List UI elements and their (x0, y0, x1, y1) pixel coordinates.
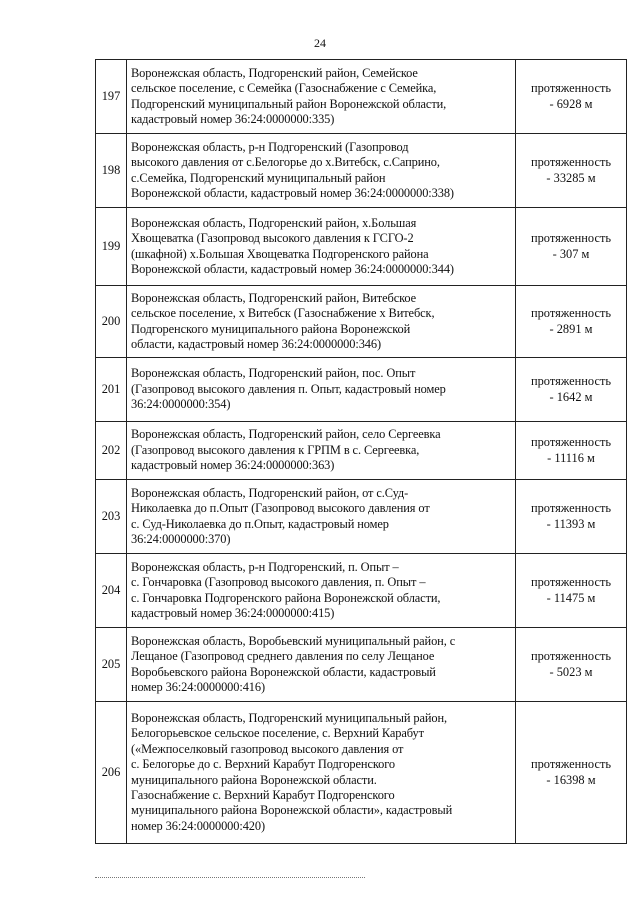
length-value: - 1642 м (549, 389, 593, 404)
table-row (96, 702, 627, 844)
description-line: Воронежская область, р-н Подгоренский (Газопровод (131, 139, 409, 154)
length-value: - 16398 м (546, 772, 596, 787)
description-line: Воронежской области, кадастровый номер 36:24:0000000:344) (131, 261, 454, 276)
description-line: Воронежская область, Подгоренский район, х.Большая (131, 215, 417, 230)
description-line: 36:24:0000000:370) (131, 531, 231, 546)
description-line: с. Гончаровка Подгоренского района Воронежской области, (131, 590, 441, 605)
length-value: - 2891 м (549, 321, 593, 336)
description-line: («Межпоселковый газопровод высокого давления от (131, 741, 404, 756)
description-line: 36:24:0000000:354) (131, 397, 231, 412)
description-line: кадастровый номер 36:24:0000000:335) (131, 111, 335, 126)
description-line: кадастровый номер 36:24:0000000:363) (131, 458, 335, 473)
row-description (127, 628, 516, 702)
description-line: Хвощеватка (Газопровод высокого давления к ГСГО-2 (131, 231, 414, 246)
description-line: с.Семейка, Подгоренский муниципальный район (131, 170, 386, 185)
description-line: Подгоренского муниципального района Воронежской (131, 321, 411, 336)
length-value: - 11475 м (546, 590, 596, 605)
description-line: Подгоренский муниципальный район Воронежской области, (131, 96, 447, 111)
page-number: 24 (314, 36, 326, 50)
row-number: 203 (96, 480, 127, 554)
table-row (96, 208, 627, 286)
row-number: 206 (96, 702, 127, 844)
row-length (516, 422, 627, 480)
description-line: (шкафной) х.Большая Хвощеватка Подгоренского района (131, 246, 429, 261)
description-line: сельское поселение, с Семейка (Газоснабжение с Семейка, (131, 81, 437, 96)
description-line: (Газопровод высокого давления п. Опыт, кадастровый номер (131, 381, 446, 396)
length-label: протяженность (530, 155, 612, 170)
length-label: протяженность (530, 501, 612, 516)
row-description (127, 286, 516, 358)
table-row (96, 422, 627, 480)
length-value: - 307 м (552, 246, 590, 261)
row-number: 199 (96, 208, 127, 286)
length-value: - 6928 м (549, 96, 593, 111)
length-label: протяженность (530, 231, 612, 246)
description-line: номер 36:24:0000000:416) (131, 679, 266, 694)
description-line: Воронежская область, Подгоренский район, село Сергеевка (131, 427, 441, 442)
description-line: сельское поселение, х Витебск (Газоснабжение х Витебск, (131, 306, 435, 321)
description-line: с. Гончаровка (Газопровод высокого давления, п. Опыт – (131, 575, 426, 590)
description-line: Воробьевского района Воронежской области, кадастровый (131, 664, 436, 679)
description-line: Воронежская область, Воробьевский муниципальный район, с (131, 633, 456, 648)
description-line: Воронежская область, Подгоренский район, пос. Опыт (131, 366, 416, 381)
row-description (127, 480, 516, 554)
length-label: протяженность (530, 649, 612, 664)
row-length (516, 702, 627, 844)
row-number: 197 (96, 60, 127, 134)
row-description (127, 702, 516, 844)
row-length (516, 554, 627, 628)
description-line: Лещаное (Газопровод среднего давления по селу Лещаное (131, 649, 435, 664)
description-line: кадастровый номер 36:24:0000000:415) (131, 605, 335, 620)
row-length (516, 628, 627, 702)
description-line: Газоснабжение с. Верхний Карабут Подгоренского (131, 787, 395, 802)
description-line: Воронежская область, Подгоренский муниципальный район, (131, 710, 448, 725)
table-row (96, 628, 627, 702)
row-number: 202 (96, 422, 127, 480)
length-label: протяженность (530, 757, 612, 772)
row-number: 200 (96, 286, 127, 358)
row-description (127, 422, 516, 480)
row-description (127, 358, 516, 422)
description-line: Николаевка до п.Опыт (Газопровод высокого давления от (131, 501, 430, 516)
row-number: 204 (96, 554, 127, 628)
length-value: - 33285 м (546, 170, 596, 185)
row-length (516, 208, 627, 286)
row-length (516, 358, 627, 422)
row-length (516, 60, 627, 134)
length-label: протяженность (530, 435, 612, 450)
description-line: с. Суд-Николаевка до п.Опыт, кадастровый номер (131, 516, 389, 531)
table-row (96, 60, 627, 134)
row-description (127, 208, 516, 286)
description-line: области, кадастровый номер 36:24:0000000:346) (131, 336, 382, 351)
length-label: протяженность (530, 575, 612, 590)
row-number: 205 (96, 628, 127, 702)
row-length (516, 134, 627, 208)
row-description (127, 134, 516, 208)
description-line: Воронежской области, кадастровый номер 36:24:0000000:338) (131, 185, 454, 200)
table-row (96, 358, 627, 422)
length-value: - 5023 м (549, 664, 593, 679)
length-label: протяженность (530, 306, 612, 321)
footer-rule (95, 877, 365, 878)
description-line: Воронежская область, Подгоренский район, от с.Суд- (131, 485, 409, 500)
row-description (127, 554, 516, 628)
description-line: (Газопровод высокого давления к ГРПМ в с. Сергеевка, (131, 442, 420, 457)
description-line: Белогорьевское сельское поселение, с. Верхний Карабут (131, 726, 424, 741)
row-description (127, 60, 516, 134)
length-value: - 11393 м (546, 516, 596, 531)
description-line: Воронежская область, Подгоренский район, Семейское (131, 65, 418, 80)
description-line: Воронежская область, р-н Подгоренский, п. Опыт – (131, 559, 399, 574)
length-label: протяженность (530, 81, 612, 96)
registry-table (95, 59, 627, 844)
description-line: с. Белогорье до с. Верхний Карабут Подгоренского (131, 757, 396, 772)
table-row (96, 554, 627, 628)
row-number: 201 (96, 358, 127, 422)
description-line: муниципального района Воронежской области. (131, 772, 377, 787)
registry-table-body (96, 60, 627, 844)
description-line: высокого давления от с.Белогорье до х.Витебск, с.Саприно, (131, 155, 440, 170)
length-value: - 11116 м (547, 450, 595, 465)
table-row (96, 134, 627, 208)
length-label: протяженность (530, 374, 612, 389)
row-number: 198 (96, 134, 127, 208)
row-length (516, 480, 627, 554)
description-line: номер 36:24:0000000:420) (131, 818, 266, 833)
table-row (96, 286, 627, 358)
description-line: Воронежская область, Подгоренский район, Витебское (131, 290, 417, 305)
description-line: муниципального района Воронежской области», кадастровый (131, 803, 453, 818)
row-length (516, 286, 627, 358)
table-row (96, 480, 627, 554)
